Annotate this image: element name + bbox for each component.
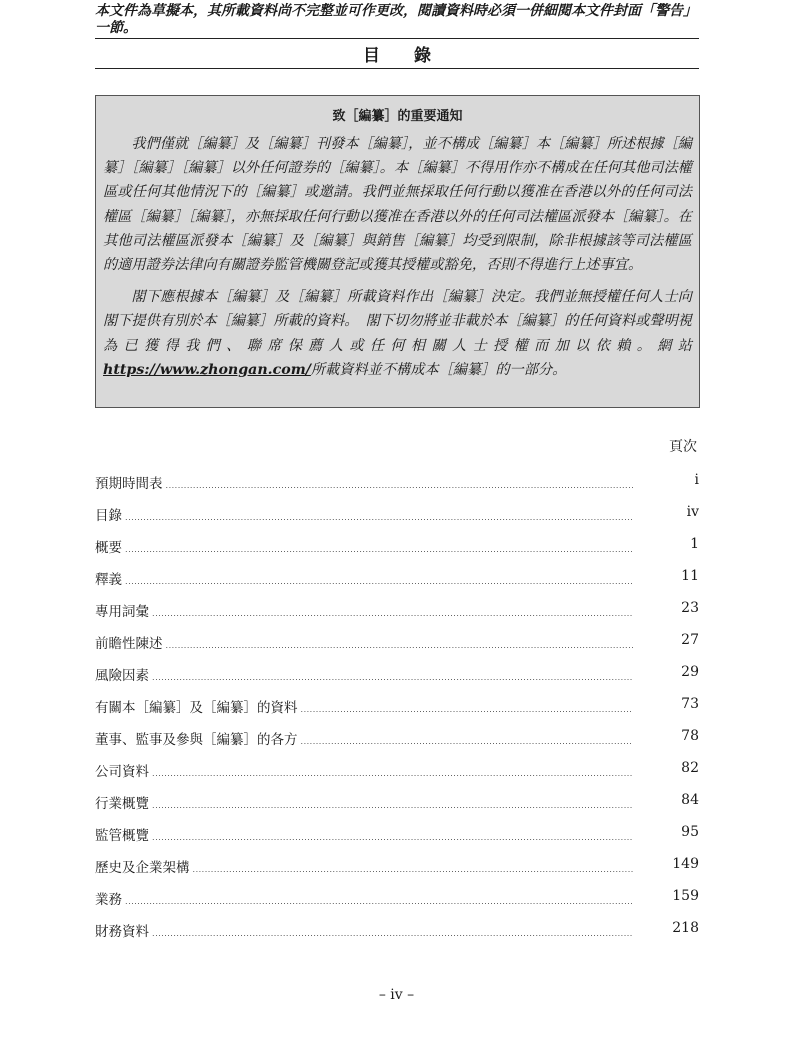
toc-item[interactable] [95, 722, 699, 754]
toc-item-page: 149 [672, 856, 699, 872]
important-notice-box [95, 95, 707, 408]
page-column-header: 頁次 [669, 439, 697, 455]
toc-item[interactable] [95, 626, 699, 658]
toc-item[interactable] [95, 498, 699, 530]
notice-paragraph-2-tail: 所載資料並不構成本［編纂］的一部分。 [310, 361, 567, 378]
title-rule [95, 68, 699, 69]
page-title: 目 錄 [363, 46, 431, 66]
toc-item-label: 概要 ..... [95, 536, 633, 554]
toc-item-label: 公司資料 ..... [95, 760, 633, 778]
toc-item[interactable] [95, 754, 699, 786]
toc-item-page: 218 [672, 920, 699, 936]
toc-item[interactable] [95, 882, 699, 914]
toc-item-label: 財務資料 ..... [95, 920, 633, 938]
toc-item[interactable] [95, 658, 699, 690]
table-of-contents [95, 466, 699, 946]
toc-item-label: 前瞻性陳述 ..... [95, 632, 633, 650]
toc-item[interactable] [95, 594, 699, 626]
toc-item-page: 23 [681, 600, 699, 616]
toc-item[interactable] [95, 818, 699, 850]
page-number: – iv – [378, 987, 415, 1003]
website-link[interactable]: https://www.zhongan.com/ [103, 361, 311, 378]
header-rule [95, 38, 699, 39]
toc-item-page: 84 [681, 792, 699, 808]
toc-item[interactable] [95, 562, 699, 594]
toc-item-label: 預期時間表 ..... [95, 472, 633, 490]
toc-item-label: 專用詞彙 ..... [95, 600, 633, 618]
toc-item-page: 27 [681, 632, 699, 648]
toc-item[interactable] [95, 786, 699, 818]
draft-warning: 本文件為草擬本，其所載資料尚不完整並可作更改，閱讀資料時必須一併細閱本文件封面「警告」一節。 [95, 3, 697, 36]
toc-item-page: 11 [681, 568, 699, 584]
notice-paragraph-1: 我們僅就［編纂］及［編纂］刊發本［編纂］，並不構成［編纂］本［編纂］所述根據［編纂］［編纂］［編纂］以外任何證券的［編纂］。本［編纂］不得用作亦不構成在任何其他司法權區或任何其他情況下的［編纂］或邀請。我們並無採取任何行動以獲准在香港以外的任何司法權區［編纂］［編纂］，亦無採取任何行動以獲准在香港以外的任何司法權區派發本［編纂］。在其他司法權區派發本［編纂］及［編纂］與銷售［編纂］均受到限制，除非根據該等司法權區的適用證券法律向有關證券監管機關登記或獲其授權或豁免，否則不得進行上述事宜。 [103, 136, 692, 274]
toc-item[interactable] [95, 914, 699, 946]
toc-item-page: iv [686, 504, 699, 520]
toc-item-page: 73 [681, 696, 699, 712]
toc-item-label: 釋義 ..... [95, 568, 633, 586]
toc-item[interactable] [95, 850, 699, 882]
toc-item-label: 行業概覽 ..... [95, 792, 633, 810]
toc-item-page: 78 [681, 728, 699, 744]
toc-item[interactable] [95, 690, 699, 722]
toc-item-page: 95 [681, 824, 699, 840]
toc-item-label: 監管概覽 ..... [95, 824, 633, 842]
toc-item-label: 有關本［編纂］及［編纂］的資料 ..... [95, 696, 633, 714]
notice-paragraph-2 [103, 285, 707, 382]
toc-item-page: 1 [690, 536, 699, 552]
toc-item-page: 82 [681, 760, 699, 776]
toc-item-page: 29 [681, 664, 699, 680]
toc-item-label: 董事、監事及參與［編纂］的各方 ..... [95, 728, 633, 746]
notice-paragraph-2-text: 閣下應根據本［編纂］及［編纂］所載資料作出［編纂］決定。我們並無授權任何人士向 閣下提供有別於本［編纂］所載的資料。 閣下切勿將並非載於本［編纂］的任何資料或聲明視為已獲得我們、聯席保薦人或任何相關人士授權而加以依賴。網站 [103, 289, 707, 354]
toc-item[interactable] [95, 466, 699, 498]
toc-item-label: 業務 ..... [95, 888, 633, 906]
toc-item-page: 159 [672, 888, 699, 904]
toc-item[interactable] [95, 530, 699, 562]
toc-item-label: 目錄 ..... [95, 504, 633, 522]
toc-item-label: 歷史及企業架構 ..... [95, 856, 633, 874]
toc-item-page: i [694, 472, 699, 488]
notice-heading: 致［編纂］的重要通知 [332, 109, 463, 124]
toc-item-label: 風險因素 ..... [95, 664, 633, 682]
